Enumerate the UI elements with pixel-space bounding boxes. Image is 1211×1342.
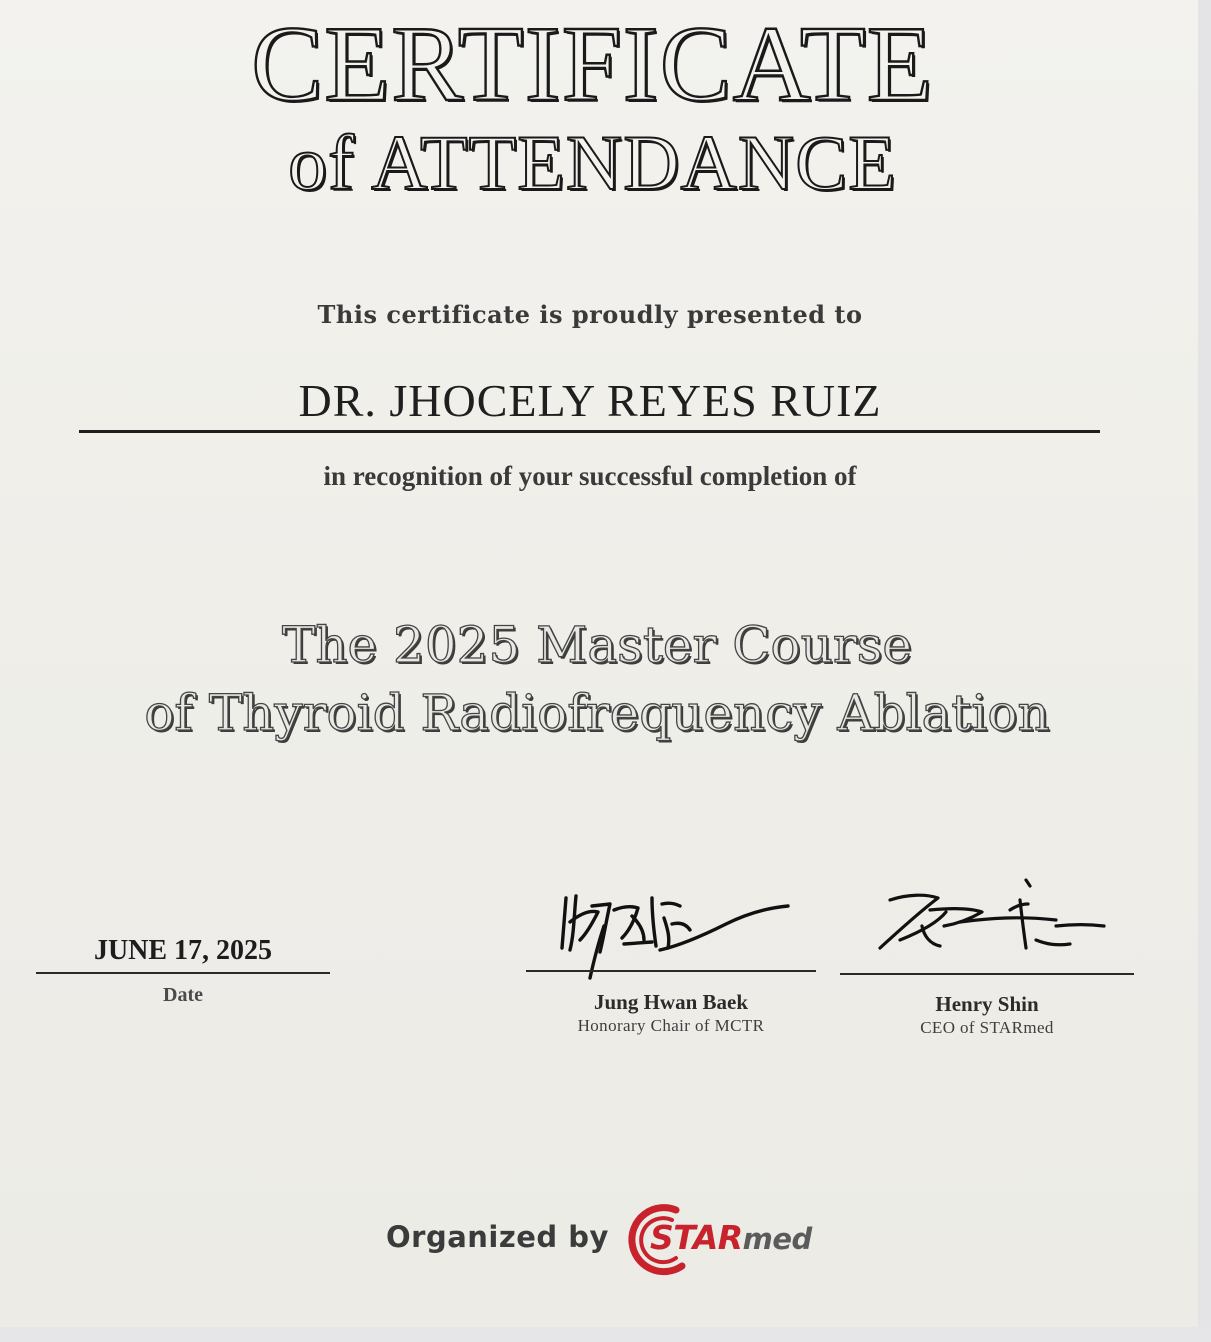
certificate-title: CERTIFICATE (251, 5, 934, 124)
page-edge-right (1198, 0, 1211, 1342)
signature-line-baek (526, 970, 816, 972)
recognition-line: in recognition of your successful completion of (323, 461, 857, 491)
date-label: Date (163, 984, 203, 1006)
certificate-subtitle: of ATTENDANCE (288, 119, 897, 206)
recipient-underline (79, 430, 1100, 433)
presented-line: This certificate is proudly presented to (317, 300, 863, 329)
course-title-line-2: of Thyroid Radiofrequency Ablation (144, 684, 1050, 742)
signer-name-shin: Henry Shin (935, 992, 1039, 1016)
logo-med-text: med (742, 1222, 812, 1256)
signer-title-baek: Honorary Chair of MCTR (577, 1016, 765, 1035)
signer-name-baek: Jung Hwan Baek (593, 990, 749, 1014)
signer-title-shin: CEO of STARmed (920, 1018, 1054, 1037)
recipient-name: DR. JHOCELY REYES RUIZ (298, 375, 882, 426)
signature-henry-shin (860, 870, 1110, 970)
date-underline (36, 972, 330, 974)
signature-line-shin (840, 973, 1134, 975)
starmed-logo-text (650, 1218, 812, 1257)
organized-by-label: Organized by (386, 1220, 609, 1254)
page-edge-bottom (0, 1327, 1211, 1342)
date-value: JUNE 17, 2025 (93, 935, 273, 966)
course-title-line-1: The 2025 Master Course (281, 616, 913, 674)
logo-star-text: STAR (650, 1218, 743, 1257)
